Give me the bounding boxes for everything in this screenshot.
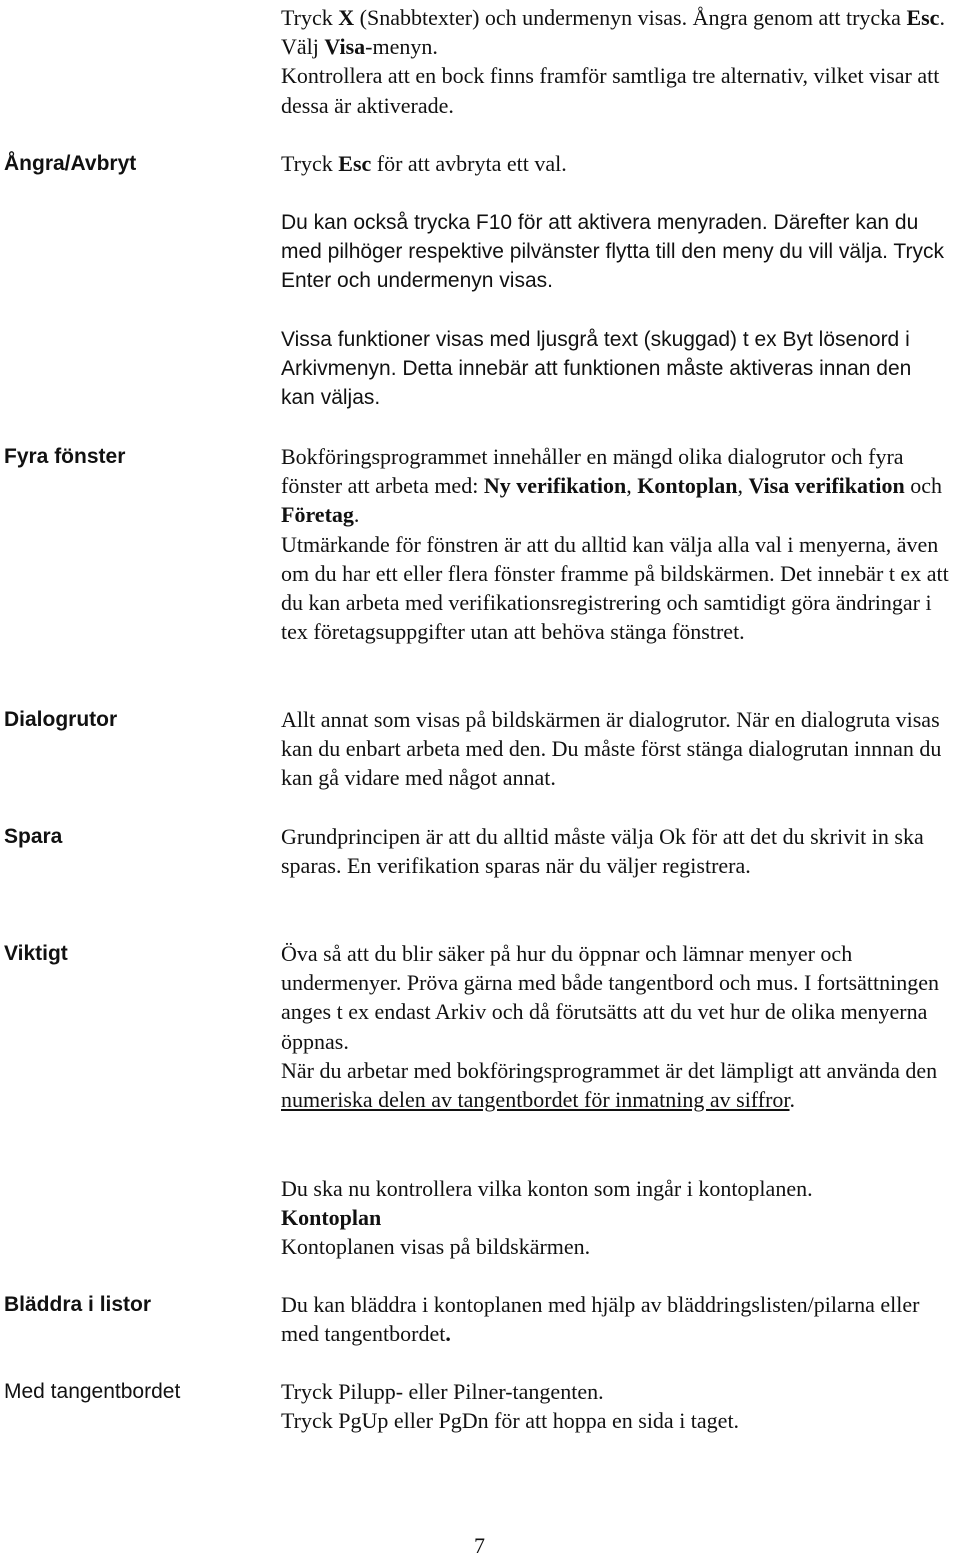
text: Kontrollera att en bock finns framför samtliga tre alternativ, vilket visar att dessa är aktiverade. — [281, 63, 940, 118]
text: för att avbryta ett val. — [371, 151, 567, 176]
text: (Snabbtexter) och undermenyn visas. Ångra genom att trycka — [354, 5, 907, 30]
window-ny-verifikation: Ny verifikation — [483, 473, 627, 499]
menu-kontoplan: Kontoplan — [281, 1205, 382, 1231]
text: -menyn. — [365, 34, 438, 60]
text: Du ska nu kontrollera vilka konton som ingår i kontoplanen. — [281, 1176, 813, 1201]
key-esc: Esc — [906, 5, 940, 30]
text: , — [737, 473, 749, 499]
text: Tryck — [281, 5, 339, 30]
text: När du arbetar med bokföringsprogrammet är det lämpligt att använda den — [281, 1057, 938, 1083]
window-kontoplan: Kontoplan — [637, 473, 738, 499]
key-esc: Esc — [338, 151, 372, 176]
fyra-paragraph — [281, 442, 953, 646]
viktigt-paragraph — [281, 939, 953, 1114]
underlined-text: numeriska delen av tangentbordet för inmatning av siffror — [281, 1087, 790, 1113]
menu-visa: Visa — [324, 34, 366, 60]
text: . Välj — [281, 5, 945, 60]
intro-paragraph — [281, 3, 953, 120]
page-number: 7 — [474, 1533, 485, 1558]
text: Öva så att du blir säker på hur du öppnar och lämnar menyer och undermenyer. Pröva gärna med både tangentbord och mus. I fortsättningen anges t ex endast Arkiv och då förutsätts att du vet hur de olika menyerna öppnas. — [281, 941, 939, 1054]
label-dialogrutor: Dialogrutor — [4, 708, 118, 731]
text: Tryck Pilupp- eller Pilner-tangenten. — [281, 1379, 604, 1404]
angra-paragraph — [281, 149, 953, 178]
text: Bokföringsprogrammet innehåller en mängd olika dialogrutor och fyra fönster att arbeta med: — [281, 444, 904, 499]
window-visa-verifikation: Visa verifikation — [748, 473, 905, 499]
f10-paragraph: Du kan också trycka F10 för att aktivera menyraden. Därefter kan du med pilhöger respektive pilvänster flytta till den meny du vill välja. Tryck Enter och undermenyn visas. — [281, 211, 944, 292]
tangent-paragraph — [281, 1377, 953, 1435]
label-spara: Spara — [4, 825, 63, 848]
text: . — [445, 1321, 451, 1347]
label-bladdra: Bläddra i listor — [4, 1293, 152, 1316]
text: Du kan bläddra i kontoplanen med hjälp av bläddringslisten/pilarna eller med tangentbordet — [281, 1292, 920, 1347]
label-med-tangentbordet: Med tangentbordet — [4, 1380, 181, 1403]
spara-paragraph: Grundprincipen är att du alltid måste välja Ok för att det du skrivit in ska sparas. En verifikation sparas när du väljer registrera. — [281, 824, 924, 879]
key-x: X — [338, 5, 355, 30]
label-viktigt: Viktigt — [4, 942, 68, 965]
dialog-paragraph: Allt annat som visas på bildskärmen är dialogrutor. När en dialogruta visas kan du enbart arbeta med den. Du måste först stänga dialogrutan innnan du kan gå vidare med något annat. — [281, 707, 942, 791]
label-angra-avbryt: Ångra/Avbryt — [4, 152, 137, 175]
text: Tryck PgUp eller PgDn för att hoppa en sida i taget. — [281, 1408, 740, 1434]
vissa-paragraph: Vissa funktioner visas med ljusgrå text (skuggad) t ex Byt lösenord i Arkivmenyn. Detta innebär att funktionen måste aktiveras innan den kan väljas. — [281, 328, 912, 409]
text: Utmärkande för fönstren är att du alltid kan välja alla val i menyerna, även om du har ett eller flera fönster framme på bildskärmen. Det innebär t ex att du kan arbeta med verifikationsregistrering och samtidigt göra ändringar i tex företagsuppgifter utan att behöva stänga fönstret. — [281, 531, 949, 645]
text: . — [353, 502, 360, 528]
text: Kontoplanen visas på bildskärmen. — [281, 1234, 591, 1260]
window-foretag: Företag — [281, 502, 354, 528]
text: , — [626, 473, 638, 499]
text: Tryck — [281, 151, 339, 176]
label-fyra-fonster: Fyra fönster — [4, 445, 126, 468]
text: och — [904, 473, 942, 499]
bladdra-paragraph — [281, 1290, 953, 1348]
text: . — [789, 1087, 796, 1113]
kontoplan-paragraph — [281, 1174, 953, 1262]
